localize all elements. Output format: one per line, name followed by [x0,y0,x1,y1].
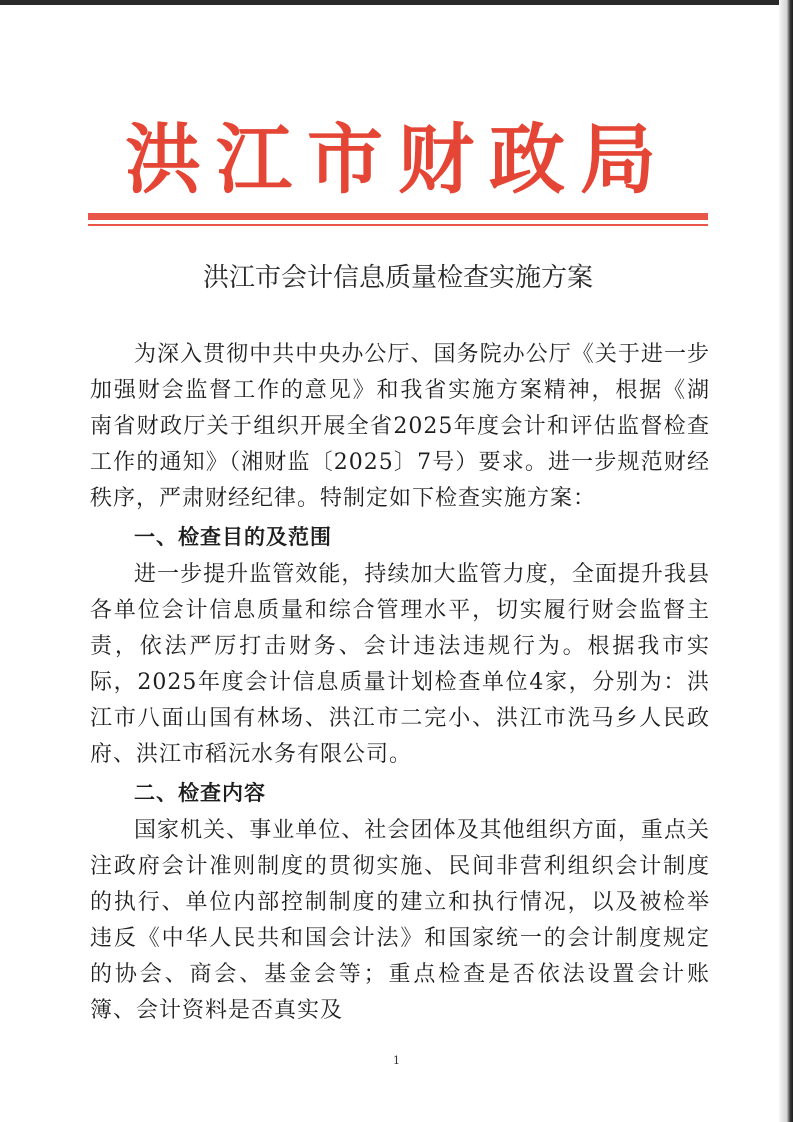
document-body [90,337,710,1029]
section-paragraph-purpose-scope: 进一步提升监管效能，持续加大监管力度，全面提升我县各单位会计信息质量和综合管理水平，切实履行财会监督主责，依法严厉打击财务、会计违法违规行为。根据我市实际，2025年度会计信息质量计划检查单位4家，分别为：洪江市八面山国有林场、洪江市二完小、洪江市洗马乡人民政府、洪江市稻沅水务有限公司。 [90,562,710,767]
page-number: 1 [393,1054,400,1067]
scan-edge-right [779,0,793,1122]
letterhead-red-rule-thick [88,213,708,220]
intro-paragraph: 为深入贯彻中共中央办公厅、国务院办公厅《关于进一步加强财会监督工作的意见》和我省实施方案精神，根据《湖南省财政厅关于组织开展全省2025年度会计和评估监督检查工作的通知》（湘财监〔2025〕7号）要求。进一步规范财经秩序，严肃财经纪律。特制定如下检查实施方案： [90,342,710,511]
letterhead-red-rule-thin [88,224,708,226]
scan-edge-top [0,0,793,5]
section-heading-purpose-scope: 一、检查目的及范围 [134,525,332,549]
section-heading-content: 二、检查内容 [134,781,266,805]
section-paragraph-content: 国家机关、事业单位、社会团体及其他组织方面，重点关注政府会计准则制度的贯彻实施、民间非营利组织会计制度的执行、单位内部控制制度的建立和执行情况，以及被检举违反《中华人民共和国会计法》和国家统一的会计制度规定的协会、商会、基金会等；重点检查是否依法设置会计账簿、会计资料是否真实及 [90,818,710,1023]
letterhead-agency-name: 洪江市财政局 [125,115,671,204]
document-title: 洪江市会计信息质量检查实施方案 [202,263,593,293]
